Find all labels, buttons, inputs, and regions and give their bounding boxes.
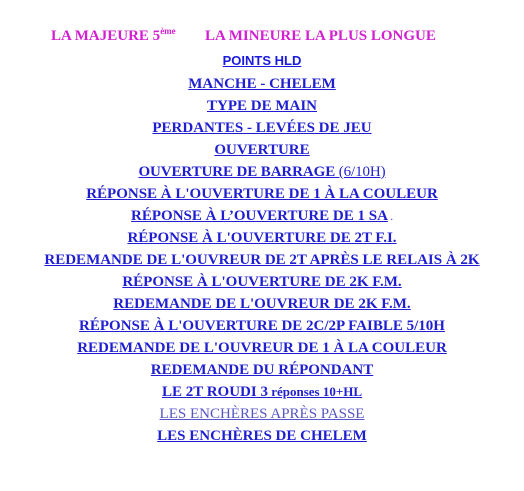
reponse-2c-2p-link[interactable]: RÉPONSE À L'OUVERTURE DE 2C/2P FAIBLE 5/10H [79, 318, 445, 334]
encheres-apres-passe-link[interactable]: LES ENCHÈRES APRÈS PASSE [159, 406, 365, 422]
reponse-1-couleur-link[interactable]: RÉPONSE À L'OUVERTURE DE 1 À LA COULEUR [86, 186, 438, 202]
list-item [0, 183, 524, 205]
roudi-link[interactable] [162, 384, 362, 400]
link-list [0, 73, 524, 447]
list-item [0, 139, 524, 161]
manche-chelem-link[interactable]: MANCHE - CHELEM [188, 76, 336, 92]
list-item [0, 359, 524, 381]
list-item [0, 117, 524, 139]
ouverture-barrage-link[interactable] [138, 164, 385, 180]
points-row [0, 53, 524, 68]
redemande-repondant-link[interactable]: REDEMANDE DU RÉPONDANT [150, 362, 374, 378]
ouverture-link[interactable]: OUVERTURE [214, 142, 310, 158]
type-de-main-link[interactable]: TYPE DE MAIN [206, 98, 317, 114]
list-item [0, 337, 524, 359]
list-item [0, 249, 524, 271]
list-item [0, 315, 524, 337]
list-item [0, 271, 524, 293]
redemande-1-couleur-link[interactable]: REDEMANDE DE L'OUVREUR DE 1 À LA COULEUR [77, 340, 447, 356]
redemande-2t-link[interactable]: REDEMANDE DE L'OUVREUR DE 2T APRÈS LE RELAIS À 2K [44, 252, 480, 268]
perdantes-link[interactable]: PERDANTES - LEVÉES DE JEU [152, 120, 372, 136]
list-item [0, 73, 524, 95]
redemande-2k-fm-link[interactable]: REDEMANDE DE L'OUVREUR DE 2K F.M. [113, 296, 411, 312]
reponse-2t-fi-link[interactable]: RÉPONSE À L'OUVERTURE DE 2T F.I. [127, 230, 397, 246]
majeure-superscript: ème [160, 26, 176, 36]
list-item [0, 95, 524, 117]
points-hld-link[interactable]: POINTS HLD [222, 53, 302, 68]
list-item [0, 425, 524, 447]
roudi-small-label: réponses 10+HL [267, 384, 363, 399]
encheres-chelem-link[interactable]: LES ENCHÈRES DE CHELEM [157, 428, 367, 444]
barrage-suffix: (6/10H) [335, 164, 386, 180]
majeure-text: LA MAJEURE 5 [51, 28, 161, 44]
reponse-2k-fm-link[interactable]: RÉPONSE À L'OUVERTURE DE 2K F.M. [122, 274, 402, 290]
list-item [0, 403, 524, 425]
barrage-label: OUVERTURE DE BARRAGE [138, 164, 336, 180]
reponse-1sa-dot: . [387, 212, 393, 223]
mineure-heading: LA MINEURE LA PLUS LONGUE [205, 28, 436, 44]
majeure-heading [51, 28, 176, 45]
list-item [0, 381, 524, 403]
roudi-label: LE 2T ROUDI 3 [161, 384, 268, 400]
list-item [0, 205, 524, 227]
reponse-1sa-link[interactable]: RÉPONSE À L’OUVERTURE DE 1 SA [131, 208, 388, 224]
list-item [0, 293, 524, 315]
list-item [0, 161, 524, 183]
list-item [0, 227, 524, 249]
